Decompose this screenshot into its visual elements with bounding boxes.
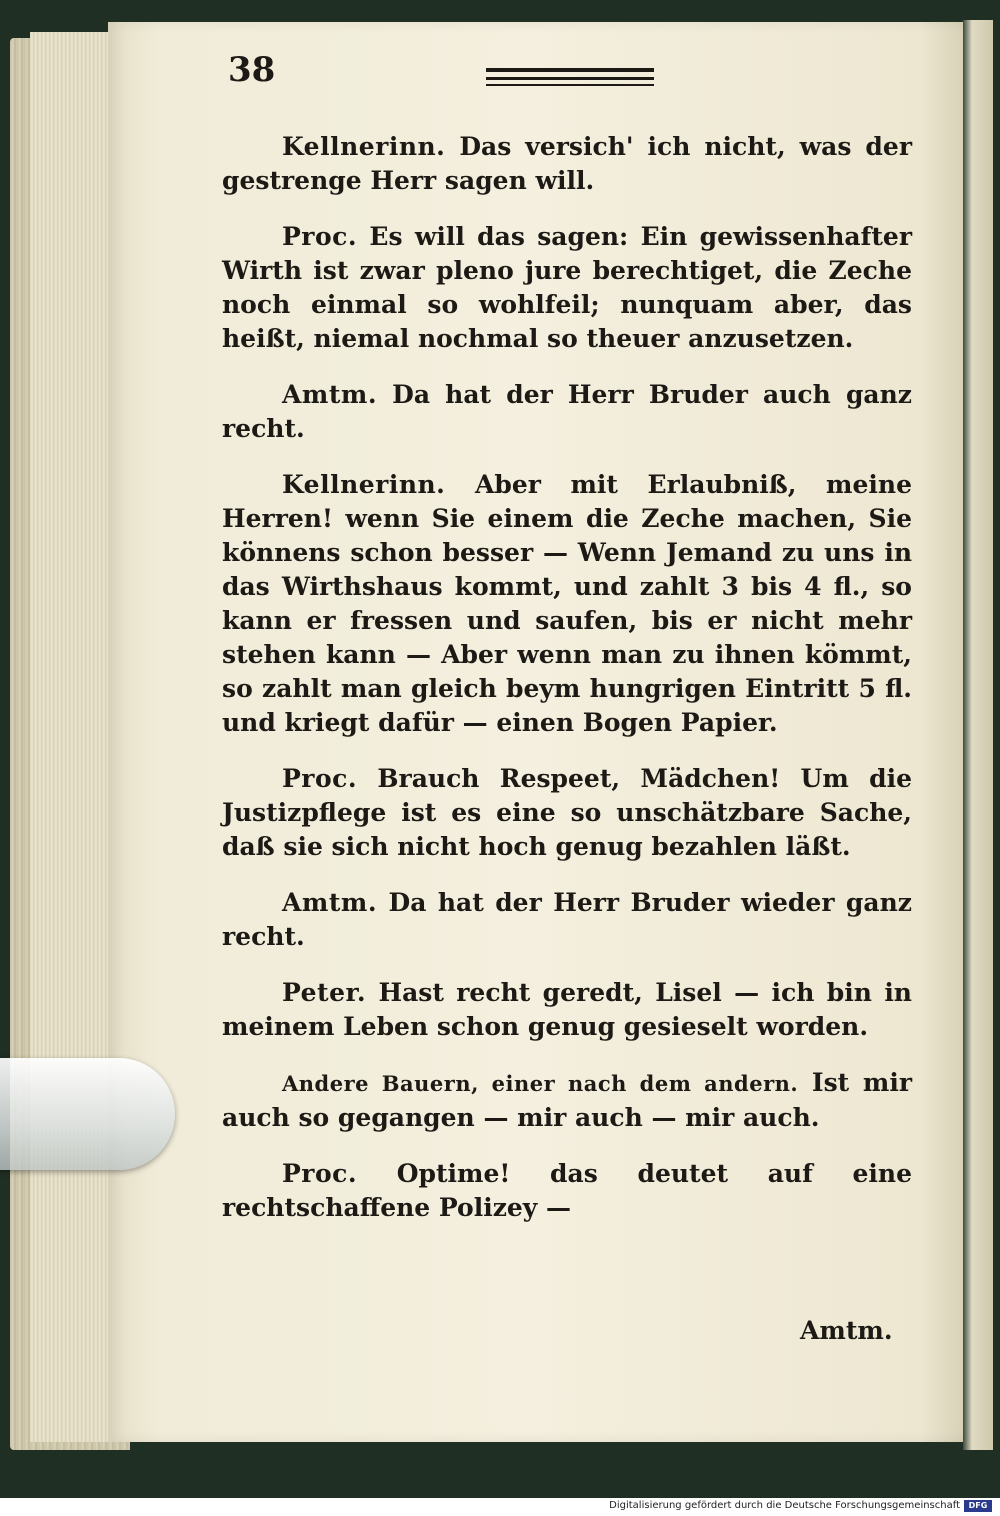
speaker-name: Proc. [282,764,358,793]
dialogue-text: Es will das sagen: Ein gewissenhafter Wirth ist zwar pleno jure berechtiget, die Zeche noch einmal so wohlfeil; nunquam aber, das heißt, niemal nochmal so theuer anzusetzen. [222,222,912,353]
dialogue-text: Aber mit Erlaubniß, meine Herren! wenn Sie einem die Zeche machen, Sie könnens schon besser — Wenn Jemand zu uns in das Wirthshaus kommt, und zahlt 3 bis 4 fl., so kann er fressen und saufen, bis er nicht mehr stehen kann — Aber wenn man zu ihnen kömmt, so zahlt man gleich beym hungrigen Eintritt 5 fl. und kriegt dafür — einen Bogen Papier. [222,470,912,737]
page-clip-marker [0,1058,175,1170]
footer-bar [0,1498,1000,1516]
page-number: 38 [228,50,276,90]
page-text [222,130,912,1247]
dialogue-paragraph [222,762,912,864]
catchword: Amtm. [800,1316,893,1345]
speaker-name: Proc. [282,1159,358,1188]
speaker-name: Kellnerinn. [282,132,446,161]
dialogue-text: Hast recht geredt, Lisel — ich bin in meinem Leben schon genug gesieselt worden. [222,978,912,1041]
dialogue-text: Ist mir auch so gegangen — mir auch — mir auch. [222,1068,912,1132]
dialogue-paragraph [222,1066,912,1135]
dialogue-text: Das versich' ich nicht, was der gestrenge Herr sagen will. [222,132,912,195]
speaker-name: Andere Bauern, einer nach dem andern. [282,1071,799,1096]
speaker-name: Kellnerinn. [282,470,446,499]
dialogue-text: Da hat der Herr Bruder wieder ganz recht. [222,888,912,951]
dialogue-text: Da hat der Herr Bruder auch ganz recht. [222,380,912,443]
header-rule [486,77,654,80]
page-edges-inner [30,32,110,1442]
dialogue-paragraph [222,886,912,954]
speaker-name: Proc. [282,222,358,251]
speaker-name: Peter. [282,978,367,1007]
dialogue-text: Brauch Respeet, Mädchen! Um die Justizpflege ist es eine so unschätzbare Sache, daß sie sich nicht hoch genug bezahlen läßt. [222,764,912,861]
dialogue-paragraph [222,1157,912,1225]
dialogue-paragraph [222,130,912,198]
dialogue-paragraph [222,468,912,740]
page-edge-right [963,20,993,1450]
speaker-name: Amtm. [282,380,378,409]
speaker-name: Amtm. [282,888,378,917]
dialogue-paragraph [222,220,912,356]
header-rule [486,84,654,86]
dfg-logo-icon: DFG [964,1500,992,1512]
header-rule [486,68,654,72]
dialogue-text: Optime! das deutet auf eine rechtschaffene Polizey — [222,1159,912,1222]
dialogue-paragraph [222,976,912,1044]
footer-credit: Digitalisierung gefördert durch die Deutsche Forschungsgemeinschaft [609,1500,960,1511]
dialogue-paragraph [222,378,912,446]
